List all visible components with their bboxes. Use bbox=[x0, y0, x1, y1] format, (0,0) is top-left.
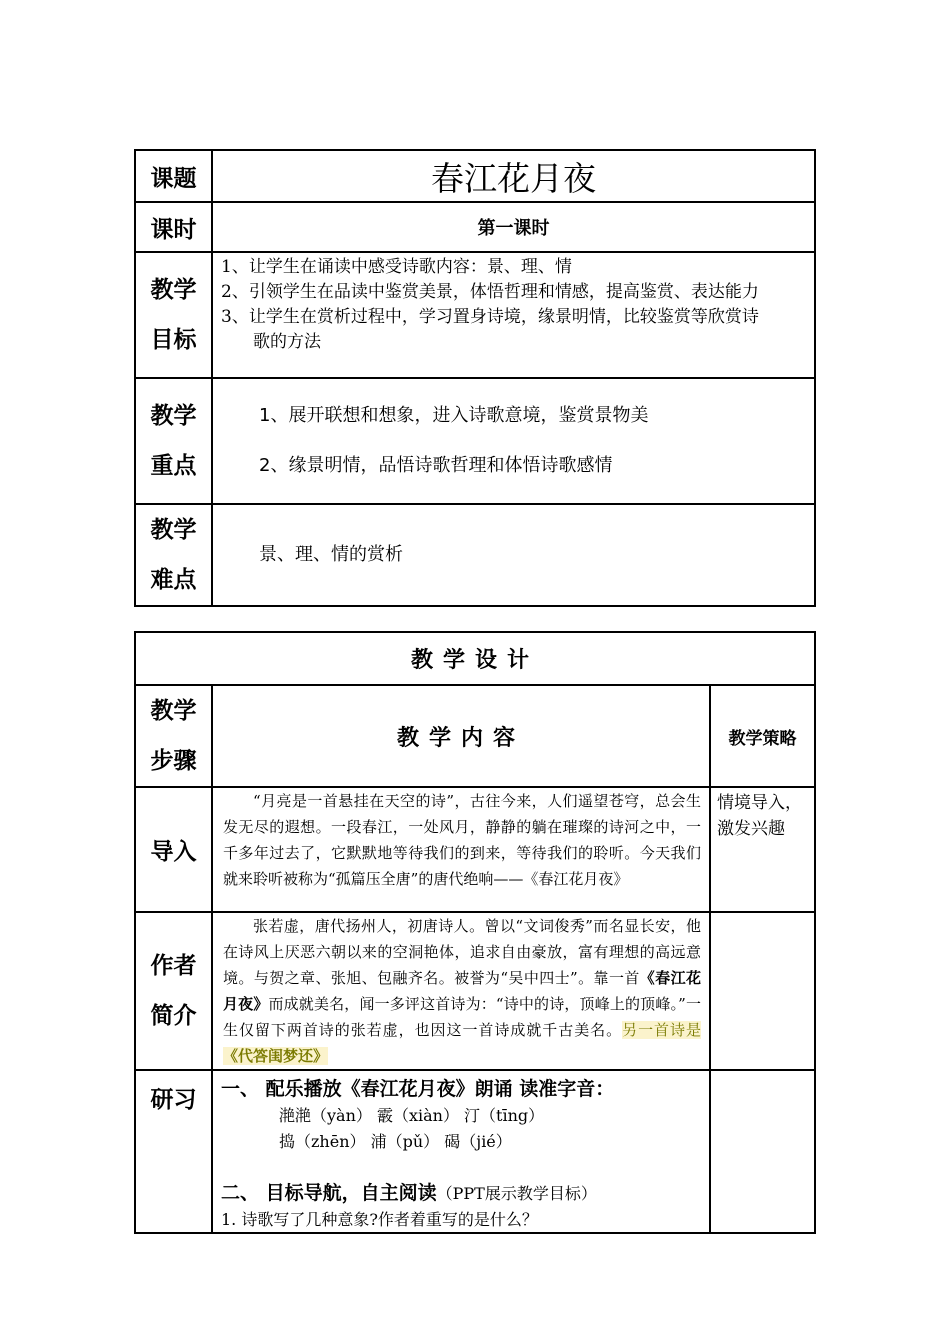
steps-label-line1: 教学 bbox=[150, 698, 197, 724]
author-label-line2: 简介 bbox=[150, 1003, 197, 1029]
author-label-line1: 作者 bbox=[150, 953, 197, 979]
intro-label: 导入 bbox=[135, 787, 212, 912]
author-text: 张若虚，唐代扬州人，初唐诗人。曾以“文词俊秀”而名显长安，他在诗风上厌恶六朝以来的空洞艳体，追求自由豪放，富有理想的高远意境。与贺之章、张旭、包融齐名。被誉为“吴中四士”。靠一首 bbox=[223, 917, 701, 987]
goal-item: 2、引领学生在品读中鉴赏美景，体悟哲理和情感，提高鉴赏、表达能力 bbox=[221, 282, 759, 302]
key-point-item: 1、展开联想和想象，进入诗歌意境，鉴赏景物美 bbox=[259, 405, 649, 426]
goal-item-continuation: 歌的方法 bbox=[253, 332, 321, 352]
steps-label bbox=[135, 685, 212, 787]
difficulty-item: 景、理、情的赏析 bbox=[259, 544, 403, 565]
intro-paragraph: “月亮是一首悬挂在天空的诗”，古往今来，人们遥望苍穹，总会生发无尽的遐想。一段春江，一处风月，静静的躺在璀璨的诗河之中，一千多年过去了，它默默地等待我们的到来，等待我们的聆听。今天我们就来聆听被称为“孤篇压全唐”的唐代绝响——《春江花月夜》 bbox=[223, 792, 701, 888]
highlight-text: 另一首诗是 bbox=[622, 1021, 701, 1039]
study-question: 1. 诗歌写了几种意象?作者着重写的是什么？ bbox=[221, 1210, 538, 1229]
difficulty-text bbox=[212, 504, 815, 606]
content-header: 教学内容 bbox=[212, 685, 710, 787]
key-label-line1: 教学 bbox=[150, 403, 197, 429]
diff-label-line2: 难点 bbox=[150, 567, 197, 593]
goals-label-line2: 目标 bbox=[150, 327, 197, 353]
lesson-info-table bbox=[134, 149, 816, 607]
intro-strategy-line1: 情境导入， bbox=[717, 793, 802, 813]
key-points bbox=[212, 378, 815, 504]
study-strategy bbox=[710, 1070, 815, 1233]
study-heading-1: 一、 配乐播放《春江花月夜》朗诵 读准字音： bbox=[221, 1078, 615, 1100]
topic-label: 课题 bbox=[135, 150, 212, 202]
goals-label-line1: 教学 bbox=[150, 277, 197, 303]
intro-strategy-line2: 激发兴趣 bbox=[717, 819, 785, 839]
study-heading-2-text: 二、 目标导航，自主阅读 bbox=[221, 1182, 437, 1204]
author-text: 而成就美名，闻一多评这首诗为：“诗中的诗，顶峰上的顶峰。”一生仅留下两首诗的张若虚，也因这一首诗成就千古美名。 bbox=[223, 995, 701, 1039]
strategy-header: 教学策略 bbox=[710, 685, 815, 787]
study-heading-2-note: （PPT展示教学目标） bbox=[436, 1184, 597, 1203]
intro-strategy bbox=[710, 787, 815, 912]
study-content bbox=[212, 1070, 710, 1233]
teaching-goals bbox=[212, 252, 815, 378]
diff-label-line1: 教学 bbox=[150, 517, 197, 543]
author-label bbox=[135, 912, 212, 1070]
goal-item: 1、让学生在诵读中感受诗歌内容：景、理、情 bbox=[221, 257, 572, 277]
design-header: 教学设计 bbox=[135, 632, 815, 685]
lesson-title: 春江花月夜 bbox=[212, 150, 815, 202]
author-paragraph bbox=[223, 913, 701, 1069]
steps-label-line2: 步骤 bbox=[150, 748, 197, 774]
author-strategy bbox=[710, 912, 815, 1070]
author-intro bbox=[212, 912, 710, 1070]
goal-item: 3、让学生在赏析过程中，学习置身诗境，缘景明情，比较鉴赏等欣赏诗 bbox=[221, 307, 759, 327]
key-label-line2: 重点 bbox=[150, 453, 197, 479]
poem-title-bold: 《春江花月夜》 bbox=[223, 969, 701, 1013]
study-heading-2 bbox=[221, 1179, 701, 1208]
period-value: 第一课时 bbox=[212, 202, 815, 252]
intro-text bbox=[212, 787, 710, 912]
period-label: 课时 bbox=[135, 202, 212, 252]
highlight-poem-title: 《代答闺梦还》 bbox=[223, 1047, 329, 1065]
key-points-label bbox=[135, 378, 212, 504]
goals-label bbox=[135, 252, 212, 378]
pronunciation-line: 滟滟（yàn） 霰（xiàn） 汀（tīng） bbox=[279, 1106, 545, 1125]
difficulty-label bbox=[135, 504, 212, 606]
key-point-item: 2、缘景明情，品悟诗歌哲理和体悟诗歌感情 bbox=[259, 455, 613, 476]
teaching-design-table bbox=[134, 631, 816, 1234]
study-label: 研习 bbox=[135, 1070, 212, 1233]
pronunciation-line: 捣（zhēn） 浦（pǔ） 碣（jié） bbox=[279, 1132, 512, 1151]
